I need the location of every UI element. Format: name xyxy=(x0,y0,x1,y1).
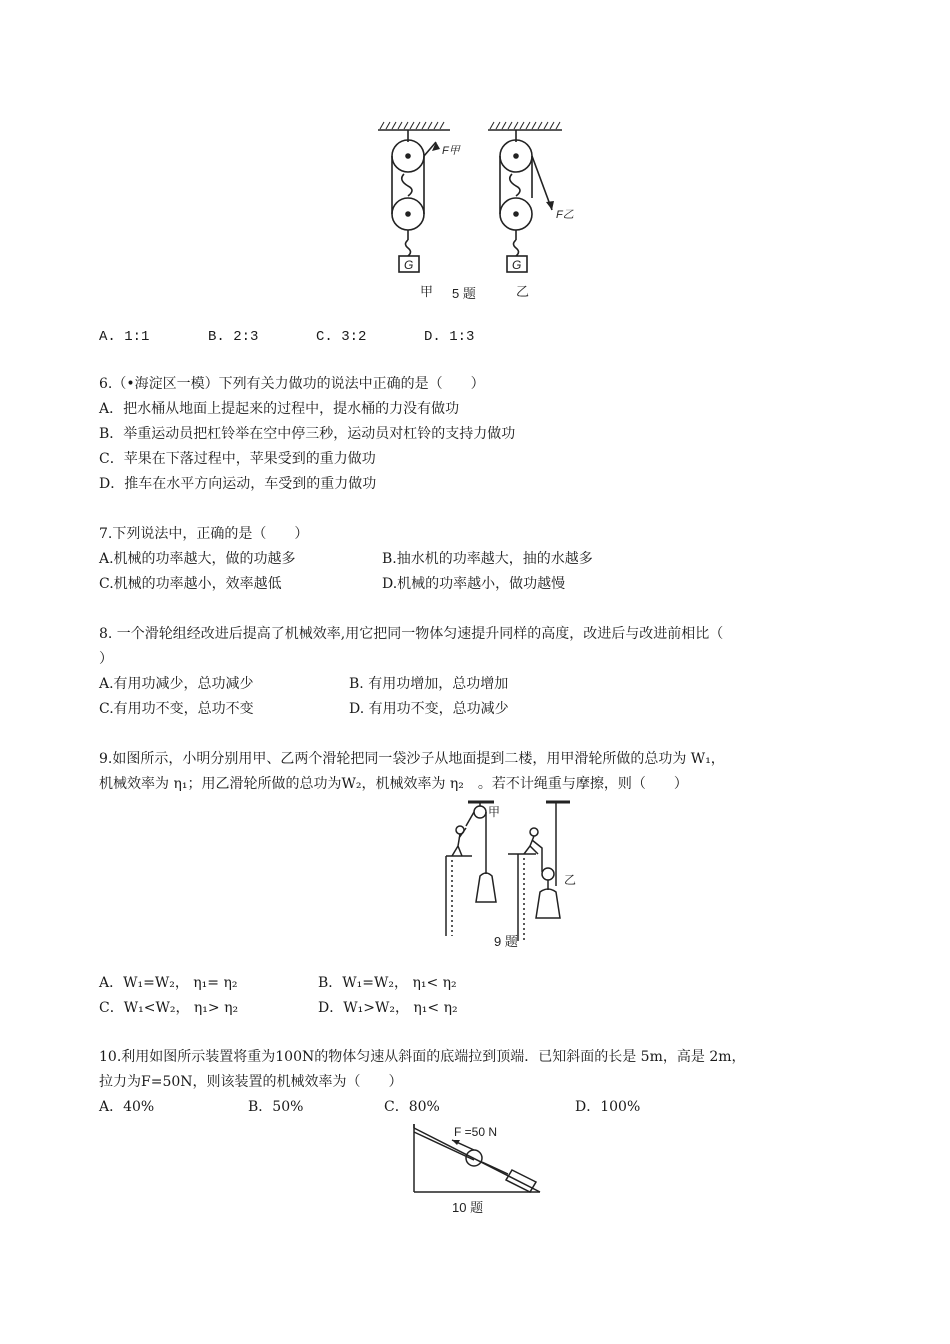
q8-option-b: B. 有用功增加，总功增加 xyxy=(349,676,509,692)
q7-option-b: B.抽水机的功率越大，抽的水越多 xyxy=(382,551,593,567)
q7-option-a: A.机械的功率越大，做的功越多 xyxy=(99,551,296,567)
incline-figure-10 xyxy=(404,1120,550,1220)
force-label-10: F =50 N xyxy=(454,1125,498,1139)
figure-label-jia: 甲 xyxy=(420,284,434,299)
q8-option-a: A.有用功减少，总功减少 xyxy=(99,676,254,692)
q5-option-c: C. 3:2 xyxy=(316,329,367,345)
q10-stem-line2: 拉力为F=50N，则该装置的机械效率为（ ） xyxy=(99,1074,403,1090)
figure-caption-10: 10 题 xyxy=(452,1200,484,1215)
pulley-figure-5 xyxy=(370,118,574,308)
weight-label-left: G xyxy=(404,258,414,272)
figure-caption-9: 9 题 xyxy=(494,934,518,949)
q9-option-b: B．W₁=W₂， η₁< η₂ xyxy=(318,975,457,991)
q10-stem-line1: 10.利用如图所示装置将重为100N的物体匀速从斜面的底端拉到顶端．已知斜面的长是 5m，高是 2m， xyxy=(99,1049,746,1065)
weight-label-right: G xyxy=(512,258,522,272)
force-label-right: F乙 xyxy=(556,209,574,221)
q9-stem-line2: 机械效率为 η₁；用乙滑轮所做的总功为W₂，机械效率为 η₂ 。若不计绳重与摩擦，则（ ） xyxy=(99,776,688,792)
force-label-left: F甲 xyxy=(442,145,460,157)
q6-option-b: B．举重运动员把杠铃举在空中停三秒，运动员对杠铃的支持力做功 xyxy=(99,426,516,442)
q10-option-d: D．100% xyxy=(575,1099,641,1115)
fig9-label-yi: 乙 xyxy=(564,873,577,887)
q9-option-d: D．W₁>W₂， η₁< η₂ xyxy=(318,1000,458,1016)
q10-option-c: C．80% xyxy=(384,1099,440,1115)
q5-option-d: D. 1:3 xyxy=(424,329,475,345)
q6-option-a: A．把水桶从地面上提起来的过程中，提水桶的力没有做功 xyxy=(99,401,460,417)
q10-option-a: A．40% xyxy=(99,1099,155,1115)
q9-option-c: C．W₁<W₂， η₁> η₂ xyxy=(99,1000,239,1016)
q7-option-c: C.机械的功率越小，效率越低 xyxy=(99,576,282,592)
q10-option-b: B．50% xyxy=(248,1099,304,1115)
q6-option-c: C．苹果在下落过程中，苹果受到的重力做功 xyxy=(99,451,376,467)
q7-stem: 7.下列说法中，正确的是（ ） xyxy=(99,526,309,542)
q8-option-c: C.有用功不变，总功不变 xyxy=(99,701,254,717)
pulley-figure-9 xyxy=(438,796,588,956)
q5-option-a: A. 1:1 xyxy=(99,329,150,345)
figure-label-yi: 乙 xyxy=(516,284,530,299)
q9-stem-line1: 9.如图所示，小明分别用甲、乙两个滑轮把同一袋沙子从地面提到二楼，用甲滑轮所做的总功为 W₁， xyxy=(99,751,725,767)
q6-stem: 6.（•海淀区一模）下列有关力做功的说法中正确的是（ ） xyxy=(99,376,485,392)
q9-option-a: A．W₁=W₂， η₁= η₂ xyxy=(99,975,238,991)
q6-option-d: D．推车在水平方向运动，车受到的重力做功 xyxy=(99,476,377,492)
q7-option-d: D.机械的功率越小，做功越慢 xyxy=(382,576,566,592)
figure-caption-5: 5 题 xyxy=(452,286,476,301)
q8-stem-line1: 8. 一个滑轮组经改进后提高了机械效率,用它把同一物体匀速提升同样的高度，改进后与改进前相比（ xyxy=(99,626,724,642)
q8-stem-line2: ） xyxy=(99,651,113,667)
q8-option-d: D. 有用功不变，总功减少 xyxy=(349,701,509,717)
fig9-label-jia: 甲 xyxy=(488,805,501,819)
q5-option-b: B. 2:3 xyxy=(208,329,259,345)
